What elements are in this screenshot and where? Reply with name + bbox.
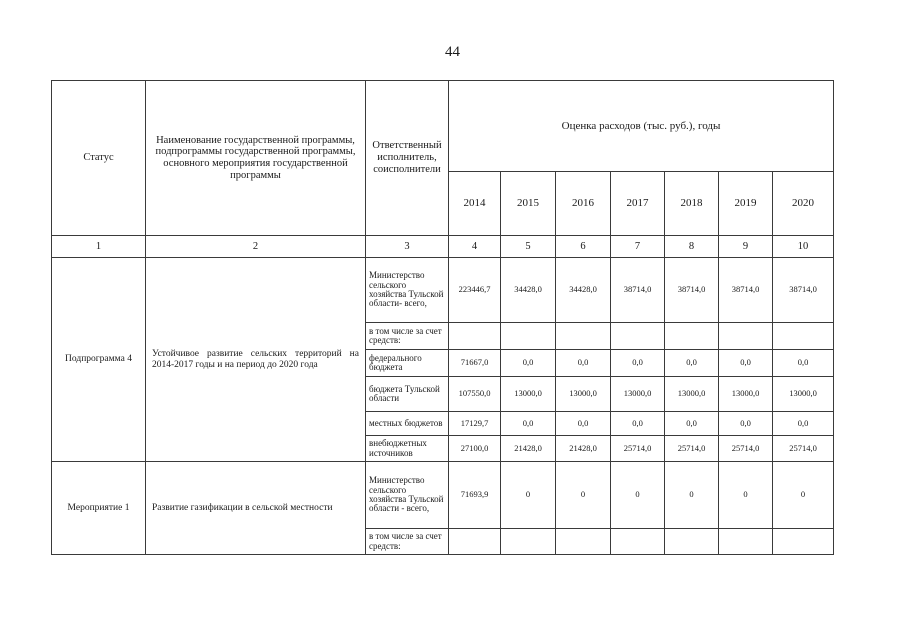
value-cell xyxy=(556,323,611,350)
value-cell: 0 xyxy=(719,462,773,529)
value-cell xyxy=(719,323,773,350)
value-cell: 0,0 xyxy=(773,350,834,377)
responsible-cell: федерального бюджета xyxy=(366,350,449,377)
value-cell: 34428,0 xyxy=(556,258,611,323)
value-cell: 107550,0 xyxy=(449,377,501,412)
column-number: 3 xyxy=(366,236,449,258)
value-cell: 13000,0 xyxy=(611,377,665,412)
subprogram-name: Устойчивое развитие сельских территорий на 2014-2017 годы и на период до 2020 года xyxy=(146,258,366,462)
value-cell: 0,0 xyxy=(501,412,556,436)
column-number: 9 xyxy=(719,236,773,258)
column-number: 5 xyxy=(501,236,556,258)
value-cell: 0,0 xyxy=(501,350,556,377)
value-cell: 27100,0 xyxy=(449,436,501,462)
responsible-cell: Министерство сельского хозяйства Тульской области- всего, xyxy=(366,258,449,323)
year-cell: 2019 xyxy=(719,172,773,236)
value-cell: 0,0 xyxy=(773,412,834,436)
value-cell xyxy=(665,529,719,555)
value-cell: 38714,0 xyxy=(719,258,773,323)
value-cell: 34428,0 xyxy=(501,258,556,323)
value-cell xyxy=(773,529,834,555)
column-number: 8 xyxy=(665,236,719,258)
value-cell: 13000,0 xyxy=(556,377,611,412)
value-cell: 0,0 xyxy=(611,350,665,377)
column-number: 2 xyxy=(146,236,366,258)
table-row xyxy=(52,462,834,529)
value-cell xyxy=(556,529,611,555)
responsible-cell: местных бюджетов xyxy=(366,412,449,436)
column-number-row xyxy=(52,236,834,258)
value-cell xyxy=(449,529,501,555)
value-cell xyxy=(611,323,665,350)
value-cell xyxy=(501,529,556,555)
header-name: Наименование государственной программы, подпрограммы государственной программы, основного мероприятия государственной программы xyxy=(146,81,366,236)
header-row xyxy=(52,81,834,172)
value-cell: 13000,0 xyxy=(773,377,834,412)
value-cell: 38714,0 xyxy=(773,258,834,323)
responsible-cell: бюджета Тульской области xyxy=(366,377,449,412)
responsible-cell: в том числе за счет средств: xyxy=(366,529,449,555)
value-cell: 21428,0 xyxy=(501,436,556,462)
value-cell: 13000,0 xyxy=(719,377,773,412)
subprogram-status: Подпрограмма 4 xyxy=(52,258,146,462)
value-cell: 0,0 xyxy=(611,412,665,436)
header-estimate: Оценка расходов (тыс. руб.), годы xyxy=(449,81,834,172)
year-cell: 2015 xyxy=(501,172,556,236)
value-cell: 17129,7 xyxy=(449,412,501,436)
value-cell: 0,0 xyxy=(665,412,719,436)
value-cell: 0,0 xyxy=(556,350,611,377)
column-number: 7 xyxy=(611,236,665,258)
responsible-cell: Министерство сельского хозяйства Тульской области - всего, xyxy=(366,462,449,529)
value-cell: 21428,0 xyxy=(556,436,611,462)
value-cell: 0,0 xyxy=(719,350,773,377)
value-cell: 223446,7 xyxy=(449,258,501,323)
value-cell: 0,0 xyxy=(665,350,719,377)
value-cell: 0 xyxy=(501,462,556,529)
value-cell xyxy=(719,529,773,555)
budget-table xyxy=(51,80,834,555)
year-cell: 2016 xyxy=(556,172,611,236)
value-cell: 0 xyxy=(556,462,611,529)
measure-status: Мероприятие 1 xyxy=(52,462,146,555)
value-cell: 25714,0 xyxy=(665,436,719,462)
year-cell: 2017 xyxy=(611,172,665,236)
column-number: 1 xyxy=(52,236,146,258)
value-cell: 38714,0 xyxy=(665,258,719,323)
value-cell: 0,0 xyxy=(719,412,773,436)
column-number: 6 xyxy=(556,236,611,258)
responsible-cell: в том числе за счет средств: xyxy=(366,323,449,350)
table-row xyxy=(52,258,834,323)
value-cell: 13000,0 xyxy=(501,377,556,412)
value-cell: 0 xyxy=(773,462,834,529)
value-cell xyxy=(773,323,834,350)
year-cell: 2018 xyxy=(665,172,719,236)
year-cell: 2014 xyxy=(449,172,501,236)
column-number: 10 xyxy=(773,236,834,258)
value-cell: 25714,0 xyxy=(611,436,665,462)
value-cell: 25714,0 xyxy=(773,436,834,462)
value-cell: 71667,0 xyxy=(449,350,501,377)
page-number: 44 xyxy=(445,44,460,60)
value-cell xyxy=(501,323,556,350)
measure-name: Развитие газификации в сельской местности xyxy=(146,462,366,555)
value-cell: 0 xyxy=(611,462,665,529)
value-cell: 13000,0 xyxy=(665,377,719,412)
responsible-cell: внебюджетных источников xyxy=(366,436,449,462)
value-cell xyxy=(665,323,719,350)
value-cell: 38714,0 xyxy=(611,258,665,323)
year-cell: 2020 xyxy=(773,172,834,236)
header-responsible: Ответственный исполнитель, соисполнители xyxy=(366,81,449,236)
value-cell: 0 xyxy=(665,462,719,529)
value-cell: 71693,9 xyxy=(449,462,501,529)
value-cell: 0,0 xyxy=(556,412,611,436)
value-cell: 25714,0 xyxy=(719,436,773,462)
value-cell xyxy=(449,323,501,350)
column-number: 4 xyxy=(449,236,501,258)
value-cell xyxy=(611,529,665,555)
header-status: Статус xyxy=(52,81,146,236)
